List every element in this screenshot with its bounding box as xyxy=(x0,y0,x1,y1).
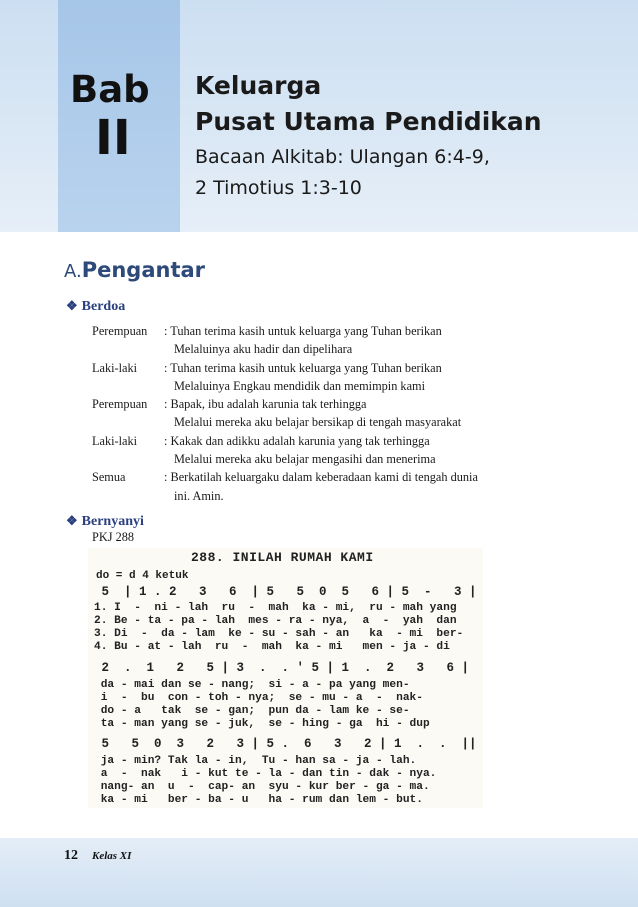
prayer-row xyxy=(92,432,592,469)
hymn-verse-line: da - mai dan se - nang; si - a - pa yang men- xyxy=(94,679,410,691)
prayer-line: Melalui mereka aku belajar bersikap di tengah masyarakat xyxy=(174,415,462,430)
prayer-speaker: Semua xyxy=(92,470,126,485)
prayer-row xyxy=(92,395,592,432)
bible-reading-line2: 2 Timotius 1:3-10 xyxy=(195,177,362,199)
hymn-verse-line: do - a tak se - gan; pun da - lam ke - se- xyxy=(94,705,410,717)
hymn-notes: 2 . 1 2 5 | 3 . . ' 5 | 1 . 2 3 6 | xyxy=(94,661,470,675)
prayer-text xyxy=(92,322,592,505)
section-heading xyxy=(64,258,205,282)
diamond-bullet-icon: ❖ xyxy=(66,298,78,313)
prayer-line: : Berkatilah keluargaku dalam keberadaan kami di tengah dunia xyxy=(164,470,478,485)
prayer-row xyxy=(92,468,592,505)
hymn-sheet xyxy=(88,548,483,808)
prayer-speaker: Laki-laki xyxy=(92,433,138,448)
section-letter: A. xyxy=(64,261,82,282)
prayer-line: Melalui mereka aku belajar mengasihi dan menerima xyxy=(174,452,436,467)
hymn-verse-line: ja - min? Tak la - in, Tu - han sa - ja - lah. xyxy=(94,755,417,767)
hymn-notes: 5 5 0 3 2 3 | 5 . 6 3 2 | 1 . . || xyxy=(94,737,477,751)
chapter-title-line2: Pusat Utama Pendidikan xyxy=(195,107,542,136)
berdoa-heading-text: Berdoa xyxy=(81,299,126,314)
chapter-title xyxy=(195,68,542,140)
hymn-verse-line: 1. I - ni - lah ru - mah ka - mi, ru - mah yang xyxy=(94,602,457,614)
bernyanyi-heading-text: Bernyanyi xyxy=(81,514,144,529)
prayer-row xyxy=(92,359,592,396)
hymn-verse-line: 3. Di - da - lam ke - su - sah - an ka - mi ber- xyxy=(94,628,464,640)
prayer-row xyxy=(92,322,592,359)
prayer-line: Melaluinya Engkau mendidik dan memimpin kami xyxy=(174,378,426,393)
prayer-speaker: Perempuan xyxy=(92,397,148,412)
hymn-verse-line: a - nak i - kut te - la - dan tin - dak - nya. xyxy=(94,768,437,780)
prayer-speaker: Laki-laki xyxy=(92,360,138,375)
section-title: Pengantar xyxy=(81,258,206,282)
hymn-verse-line: ta - man yang se - juk, se - hing - ga hi - dup xyxy=(94,718,430,730)
hymn-title: 288. INILAH RUMAH KAMI xyxy=(191,550,374,565)
prayer-line: : Tuhan terima kasih untuk keluarga yang Tuhan berikan xyxy=(164,360,442,375)
hymn-verse-line: i - bu con - toh - nya; se - mu - a - nak- xyxy=(94,692,423,704)
chapter-label: Bab xyxy=(70,68,150,111)
chapter-title-line1: Keluarga xyxy=(195,71,322,100)
hymn-verse-line: 4. Bu - at - lah ru - mah ka - mi men - ja - di xyxy=(94,641,450,653)
footer-band xyxy=(0,838,638,907)
prayer-line: : Bapak, ibu adalah karunia tak terhingga xyxy=(164,397,367,412)
bernyanyi-heading xyxy=(66,513,144,530)
prayer-line: ini. Amin. xyxy=(174,488,224,503)
page-number: 12 xyxy=(64,848,78,863)
prayer-line: : Kakak dan adikku adalah karunia yang tak terhingga xyxy=(164,433,430,448)
berdoa-heading xyxy=(66,298,125,315)
prayer-line: : Tuhan terima kasih untuk keluarga yang Tuhan berikan xyxy=(164,324,442,338)
class-label: Kelas XI xyxy=(92,850,132,862)
hymn-key: do = d 4 ketuk xyxy=(96,570,189,582)
hymn-verse-line: nang- an u - cap- an syu - kur ber - ga - ma. xyxy=(94,781,430,793)
chapter-number: II xyxy=(95,110,131,166)
prayer-speaker: Perempuan xyxy=(92,324,148,338)
hymn-verse-line: 2. Be - ta - pa - lah mes - ra - nya, a - yah dan xyxy=(94,615,457,627)
bible-reading xyxy=(195,142,490,204)
bible-reading-line1: Bacaan Alkitab: Ulangan 6:4-9, xyxy=(195,146,490,168)
prayer-line: Melaluinya aku hadir dan dipelihara xyxy=(174,342,353,357)
hymn-notes: 5 | 1 . 2 3 6 | 5 5 0 5 6 | 5 - 3 | xyxy=(94,585,477,599)
diamond-bullet-icon: ❖ xyxy=(66,513,78,528)
hymn-reference: PKJ 288 xyxy=(92,530,135,544)
hymn-verse-line: ka - mi ber - ba - u ha - rum dan lem - but. xyxy=(94,794,423,806)
